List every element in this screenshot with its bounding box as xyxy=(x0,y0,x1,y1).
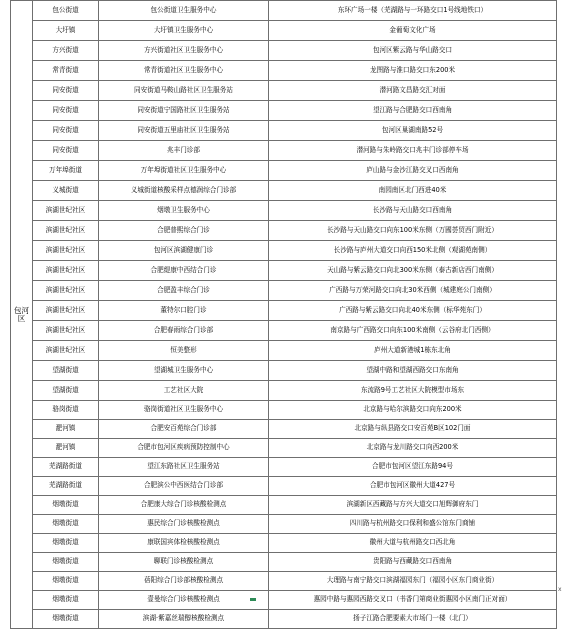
testing-sites-table xyxy=(10,0,557,629)
street-cell: 滨湖世纪社区 xyxy=(33,261,99,281)
site-name-cell: 方兴街道社区卫生服务中心 xyxy=(99,41,269,61)
site-name-cell: 合肥缇康中西结合门诊 xyxy=(99,261,269,281)
site-name-cell: 董特尔口腔门诊 xyxy=(99,301,269,321)
table-row xyxy=(11,321,557,341)
street-cell: 望湖街道 xyxy=(33,381,99,401)
street-cell: 望湖街道 xyxy=(33,361,99,381)
table-row xyxy=(11,201,557,221)
address-cell: 合肥市包河区望江东路94号 xyxy=(269,458,557,477)
street-cell: 滨湖世纪社区 xyxy=(33,321,99,341)
table-row xyxy=(11,381,557,401)
address-cell: 滨湖新区西藏路与方兴大道交口旭辉御府东门 xyxy=(269,496,557,515)
table-row xyxy=(11,101,557,121)
address-cell: 长沙路与天山路交口西南角 xyxy=(269,201,557,221)
site-name-cell: 合肥市包河区疾病预防控制中心 xyxy=(99,439,269,458)
address-cell: 南园南区北门西进40米 xyxy=(269,181,557,201)
street-cell: 滨湖世纪社区 xyxy=(33,221,99,241)
address-cell: 望湖中路和望湖西路交口东南角 xyxy=(269,361,557,381)
table-row xyxy=(11,261,557,281)
address-cell: 金葡萄文化广场 xyxy=(269,21,557,41)
table-body xyxy=(11,1,557,629)
table-row xyxy=(11,553,557,572)
site-name-cell: 工艺社区大院 xyxy=(99,381,269,401)
table-row xyxy=(11,181,557,201)
street-cell: 滨湖世纪社区 xyxy=(33,341,99,361)
street-cell: 滨湖世纪社区 xyxy=(33,281,99,301)
site-name-cell: 烟墩卫生服务中心 xyxy=(99,201,269,221)
address-cell: 庐山路与金沙江路交叉口西南角 xyxy=(269,161,557,181)
site-name-cell: 包公街道卫生服务中心 xyxy=(99,1,269,21)
address-cell: 东流路9号工艺社区大院模型市场东 xyxy=(269,381,557,401)
site-name-cell: 恒美整形 xyxy=(99,341,269,361)
address-cell: 扬子江路合肥要素大市场门一楼（北门） xyxy=(269,610,557,629)
site-name-cell: 合肥滨公中西医结合门诊部 xyxy=(99,477,269,496)
street-cell: 烟墩街道 xyxy=(33,610,99,629)
address-cell: 长沙路与天山路交口向东100米东侧（万國荟贸西门附近） xyxy=(269,221,557,241)
address-cell: 合肥市包河区徽州大道427号 xyxy=(269,477,557,496)
street-cell: 烟墩街道 xyxy=(33,572,99,591)
address-cell: 望江路与合肥路交口西南角 xyxy=(269,101,557,121)
street-cell: 同安街道 xyxy=(33,101,99,121)
address-cell: 潜河路文昌路交汇对面 xyxy=(269,81,557,101)
street-cell: 烟墩街道 xyxy=(33,534,99,553)
site-name-cell: 聊联门诊核酸检测点 xyxy=(99,553,269,572)
address-cell: 潜河路与朱岭路交口兆丰门诊部停车场 xyxy=(269,141,557,161)
address-cell: 天山路与紫云路交口向北300米东侧（泰古新店西门南侧） xyxy=(269,261,557,281)
street-cell: 骆岗街道 xyxy=(33,401,99,420)
site-name-cell: 蓓阳综合门诊部核酸检测点 xyxy=(99,572,269,591)
table-row xyxy=(11,477,557,496)
table-row xyxy=(11,141,557,161)
table-row xyxy=(11,591,557,610)
site-name-cell: 万年埠街道社区卫生服务中心 xyxy=(99,161,269,181)
street-cell: 方兴街道 xyxy=(33,41,99,61)
address-cell: 长沙路与庐州大道交口向西150米北侧（观湖苑南侧） xyxy=(269,241,557,261)
site-name-cell: 壹曼综合门诊核酸检测点 xyxy=(99,591,269,610)
street-cell: 烟墩街道 xyxy=(33,591,99,610)
table-row xyxy=(11,341,557,361)
table-row xyxy=(11,610,557,629)
street-cell: 同安街道 xyxy=(33,81,99,101)
street-cell: 同安街道 xyxy=(33,121,99,141)
site-name-cell: 合肥春雨综合门诊部 xyxy=(99,321,269,341)
table-row xyxy=(11,241,557,261)
table-row xyxy=(11,281,557,301)
street-cell: 烟墩街道 xyxy=(33,515,99,534)
address-cell: 包河区紫云路与华山路交口 xyxy=(269,41,557,61)
table-row xyxy=(11,41,557,61)
site-name-cell: 合肥普熙综合门诊 xyxy=(99,221,269,241)
site-name-cell: 常青街道社区卫生服务中心 xyxy=(99,61,269,81)
street-cell: 滨湖世纪社区 xyxy=(33,301,99,321)
address-cell: 四川路与杭州路交口保利和盛公馆东门商铺 xyxy=(269,515,557,534)
street-cell: 淝河镇 xyxy=(33,439,99,458)
street-cell: 包公街道 xyxy=(33,1,99,21)
street-cell: 义城街道 xyxy=(33,181,99,201)
page-edge-line xyxy=(556,0,557,603)
site-name-cell: 合肥安百苑综合门诊部 xyxy=(99,420,269,439)
street-cell: 万年埠街道 xyxy=(33,161,99,181)
address-cell: 北京路与哈尔滨路交口向东200米 xyxy=(269,401,557,420)
address-cell: 广西路与万荣河路交口向北30米西侧（城建庭公门南侧） xyxy=(269,281,557,301)
table-row xyxy=(11,401,557,420)
site-name-cell: 康联国宾体检核酸检测点 xyxy=(99,534,269,553)
street-cell: 烟墩街道 xyxy=(33,496,99,515)
table-row xyxy=(11,1,557,21)
site-name-cell: 兆丰门诊部 xyxy=(99,141,269,161)
table-row xyxy=(11,301,557,321)
site-name-cell: 望江东路社区卫生服务站 xyxy=(99,458,269,477)
table-row xyxy=(11,515,557,534)
street-cell: 滨湖世纪社区 xyxy=(33,201,99,221)
address-cell: 惠园中路与惠园西路交叉口（书香门第商业街惠园小区南门正对面） xyxy=(269,591,557,610)
street-cell: 烟墩街道 xyxy=(33,553,99,572)
site-name-cell: 望湖城卫生服务中心 xyxy=(99,361,269,381)
table-row xyxy=(11,439,557,458)
table-row xyxy=(11,572,557,591)
street-cell: 芜湖路街道 xyxy=(33,458,99,477)
site-name-cell: 包河区滨湖健康门诊 xyxy=(99,241,269,261)
table-row xyxy=(11,458,557,477)
site-name-cell: 合肥康大综合门诊核酸检测点 xyxy=(99,496,269,515)
district-cell: 包河区 xyxy=(11,1,33,629)
table-row xyxy=(11,221,557,241)
street-cell: 常青街道 xyxy=(33,61,99,81)
site-name-cell: 大圩镇卫生服务中心 xyxy=(99,21,269,41)
address-cell: 庐州大道新港城1栋东北角 xyxy=(269,341,557,361)
street-cell: 芜湖路街道 xyxy=(33,477,99,496)
table-row xyxy=(11,61,557,81)
address-cell: 包河区巢湖南路52号 xyxy=(269,121,557,141)
site-name-cell: 惠民综合门诊核酸检测点 xyxy=(99,515,269,534)
site-name-cell: 骆岗街道社区卫生服务中心 xyxy=(99,401,269,420)
table-row xyxy=(11,534,557,553)
site-name-cell: 义城街道核酸采样点德润综合门诊部 xyxy=(99,181,269,201)
address-cell: 南京路与广西路交口向东100米南侧（云谷府北门西侧） xyxy=(269,321,557,341)
address-cell: 龙图路与淮口路交口东200米 xyxy=(269,61,557,81)
site-name-cell: 合肥盈丰综合门诊 xyxy=(99,281,269,301)
address-cell: 东环广场一楼（芜湖路与一环路交口1号线地铁口） xyxy=(269,1,557,21)
site-name-cell: 滨湖·紫嘉丝瑞醇核酸检测点 xyxy=(99,610,269,629)
street-cell: 淝河镇 xyxy=(33,420,99,439)
street-cell: 滨湖世纪社区 xyxy=(33,241,99,261)
edge-tick-mark: x xyxy=(558,586,562,593)
street-cell: 大圩镇 xyxy=(33,21,99,41)
site-name-cell: 同安街道马鞍山路社区卫生服务站 xyxy=(99,81,269,101)
address-cell: 北京路与龙川路交口向西200米 xyxy=(269,439,557,458)
address-cell: 大理路与南宁路交口滨湖福园东门（福园小区东门商业街） xyxy=(269,572,557,591)
table-row xyxy=(11,420,557,439)
site-name-cell: 同安街道宁国路社区卫生服务站 xyxy=(99,101,269,121)
table-row xyxy=(11,496,557,515)
table-row xyxy=(11,121,557,141)
table-row xyxy=(11,21,557,41)
table-row xyxy=(11,161,557,181)
table-row xyxy=(11,361,557,381)
address-cell: 贵阳路与西藏路交口西南角 xyxy=(269,553,557,572)
green-marker xyxy=(250,598,256,601)
street-cell: 同安街道 xyxy=(33,141,99,161)
address-cell: 徽州大道与杭州路交口西北角 xyxy=(269,534,557,553)
address-cell: 北京路与纵县路交口安百苑B区102门面 xyxy=(269,420,557,439)
address-cell: 广西路与紫云路交口向北40米东侧（标华苑东门） xyxy=(269,301,557,321)
site-name-cell: 同安街道五里庙社区卫生服务站 xyxy=(99,121,269,141)
table-row xyxy=(11,81,557,101)
